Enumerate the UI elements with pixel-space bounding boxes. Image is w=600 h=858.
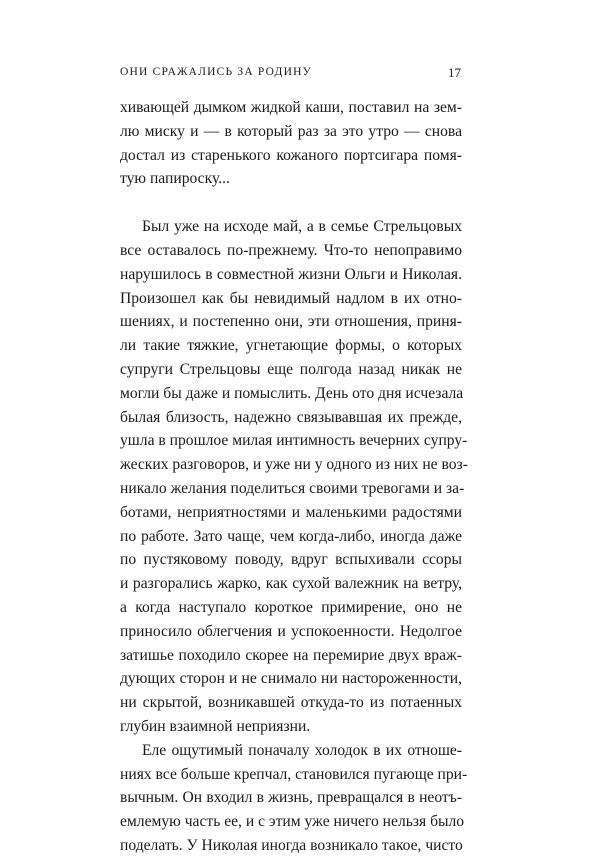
text-line: Произошел как бы невидимый надлом в их отно- [120,289,462,307]
text-line: достал из старенького кожаного портсигара помя- [120,146,462,164]
text-line: ни скрытой, возникавшей откуда-то из потаенных [120,694,462,712]
text-line: по работе. Зато чаще, чем когда-либо, иногда даже [120,527,462,545]
text-line: а когда наступало короткое примирение, оно не [120,598,462,616]
text-line: Еле ощутимый поначалу холодок в их отноше- [142,741,462,759]
text-line: ли такие тяжкие, угнетающие формы, о которых [120,337,462,355]
paragraph-1 [120,96,462,191]
text-line: поделать. У Николая иногда возникало такое, чисто [120,836,463,854]
text-line: и разгорались жарко, как сухой валежник на ветру, [120,575,462,593]
text-line: супруги Стрельцовы еще полгода назад никак не [120,360,462,378]
text-line: могли бы даже и помыслить. День ото дня исчезала [120,384,464,402]
text-line: нарушилось в совместной жизни Ольги и Николая. [120,265,462,283]
text-line: ботами, неприятностями и маленькими радостями [120,503,462,521]
text-line: тую папироску... [120,170,230,188]
text-line: лю миску и — в который раз за это утро — снова [120,122,462,140]
text-line: все оставалось по-прежнему. Что-то непоправимо [120,241,462,259]
text-line: емлемую часть ее, и с этим уже ничего нельзя было [120,813,465,831]
page-number: 17 [448,65,461,80]
running-title: ОНИ СРАЖАЛИСЬ ЗА РОДИНУ [120,66,312,78]
text-line: по пустяковому поводу, вдруг вспыхивали ссоры [120,551,462,569]
body-text [120,96,468,858]
text-line: дующих сторон и не снимало ни настороженности, [120,670,462,688]
text-line: затишье походило скорее на перемирие двух враж- [120,646,462,664]
text-line: приносило облегчения и успокоенности. Недолгое [120,622,462,640]
text-line: ушла в прошлое милая интимность вечерних супру- [120,432,468,450]
text-line: никало желания поделиться своими тревогами и за- [120,479,465,497]
text-line: глубин взаимной неприязни. [120,717,311,735]
text-line: былая близость, надежно связывавшая их прежде, [120,408,462,426]
paragraph-2 [120,215,468,739]
text-line: ниях все больше крепчал, становился пугающе при- [120,765,468,783]
paragraph-3 [120,739,468,858]
text-line: шениях, и постепенно они, эти отношения, приня- [120,313,462,331]
text-line: вычным. Он входил в жизнь, превращался в неотъ- [120,789,462,807]
text-line: жеских разговоров, и уже ни у одного из них не воз- [120,456,468,474]
section-break [120,191,462,215]
text-line: Был уже на исходе май, а в семье Стрельцовых [142,218,462,236]
text-line: хивающей дымком жидкой каши, поставил на зем- [120,99,462,116]
